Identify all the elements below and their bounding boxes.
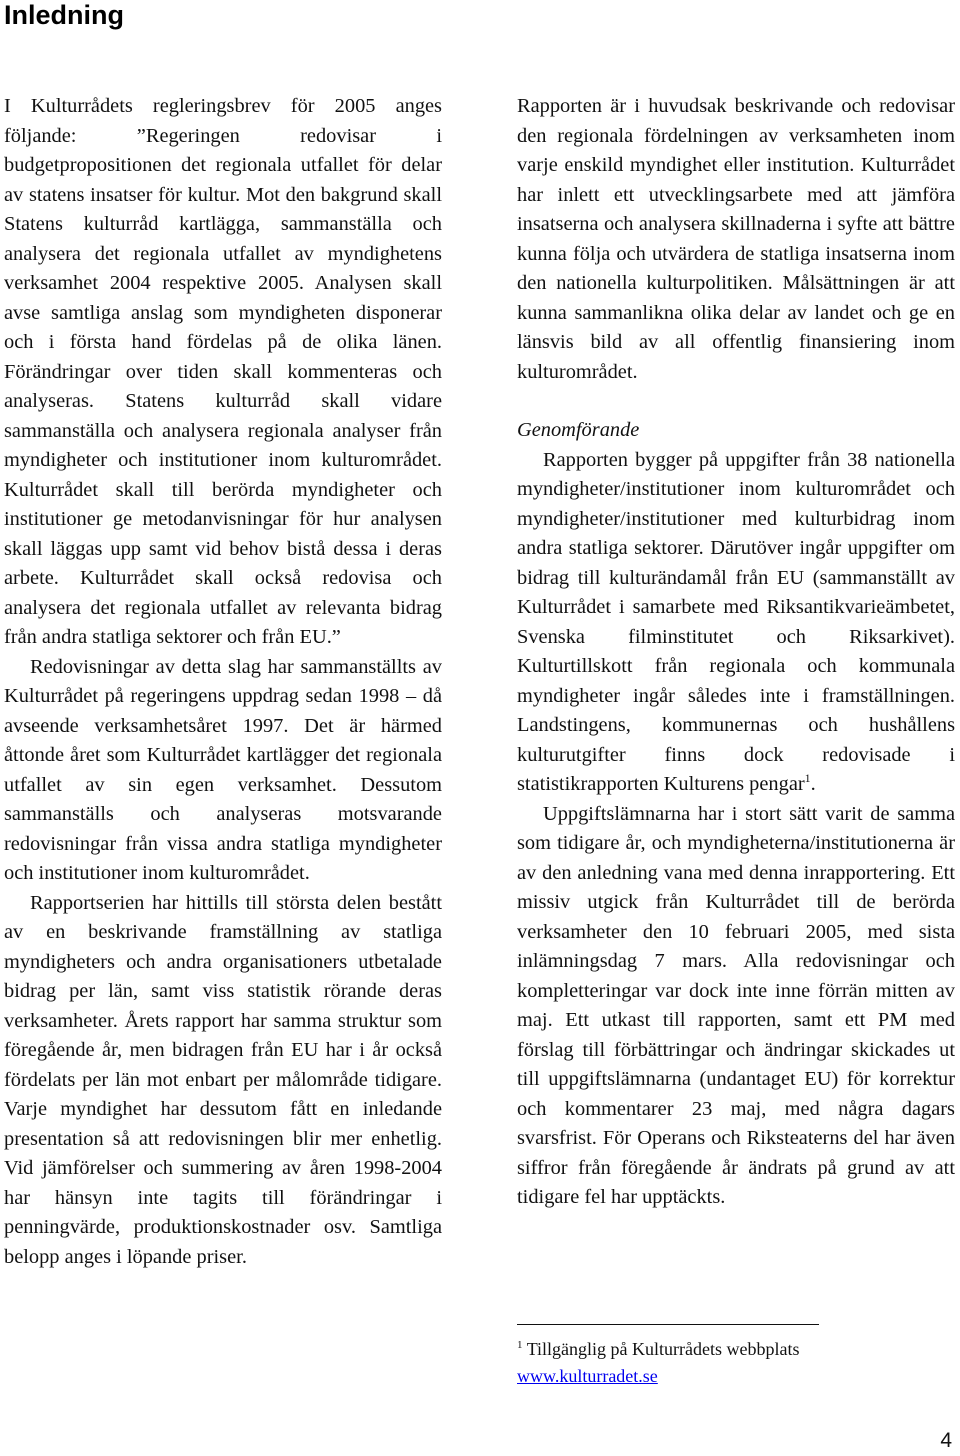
page-heading: Inledning [4, 0, 124, 30]
right-paragraph-2 [517, 446, 955, 800]
footnote-reference[interactable]: 1 [804, 771, 811, 786]
right-column [517, 92, 955, 1213]
page-number: 4 [940, 1429, 952, 1452]
left-paragraph-1: I Kulturrådets regleringsbrev för 2005 anges följande: ”Regeringen redovisar i budgetpropositionen det regionala utfallet för delar av statens insatser för kultur. Mot den bakgrund skall Statens kulturråd kartlägga, sammanställa och analysera det regionala utfallet av myndighetens verksamhet 2004 respektive 2005. Analysen skall avse samtliga anslag som myndigheten disponerar och i första hand fördelas på de olika länen. Förändringar over tiden skall kommenteras och analyseras. Statens kulturråd skall vidare sammanställa och analysera regionala analyser från myndigheter och institutioner inom kulturområdet. Kulturrådet skall till berörda myndigheter och institutioner ge metodanvisningar för hur analysen skall läggas upp samt vid behov bistå dessa i deras arbete. Kulturrådet skall också redovisa och analysera det regionala utfallet av relevanta bidrag från andra statliga sektorer och från EU.” [4, 95, 442, 648]
left-paragraph-3: Rapportserien har hittills till största delen bestått av en beskrivande framställning av statliga myndigheters och andra organisationers utbetalade bidrag per län, samt viss statistik rörande deras verksamheter. Årets rapport har samma struktur som föregående år, men bidragen från EU har i år också fördelats per län mot enbart per målområde tidigare. Varje myndighet har dessutom fått en inledande presentation så att redovisningen blir mer enhetlig. Vid jämförelser och summering av åren 1998-2004 har hänsyn inte tagits till förändringar i penningvärde, produktionskostnader osv. Samtliga belopp anges i löpande priser. [4, 891, 442, 1268]
footnote-divider [517, 1324, 819, 1325]
footnote-text: Tillgänglig på Kulturrådets webbplats [526, 1339, 800, 1359]
right-paragraph-2-end: . [810, 773, 816, 795]
left-column [4, 92, 442, 1272]
right-paragraph-2-text: Rapporten bygger på uppgifter från 38 nationella myndigheter/institutioner inom kulturområdet och myndigheter/institutioner med kulturbidrag inom andra statliga sektorer. Därutöver ingår uppgifter om bidrag till kulturändamål från EU (sammanställt av Kulturrådet i samarbete med Riksantikvarieämbetet, Svenska filminstitutet och Riksarkivet). Kulturtillskott från regionala och kommunala myndigheter ingår således inte i framställningen. Landstingens, kommunernas och hushållens kulturutgifter finns dock redovisade i statistikrapporten Kulturens pengar [517, 448, 955, 795]
footnote-website-link[interactable]: www.kulturradet.se [517, 1366, 658, 1386]
footnote-line [517, 1336, 947, 1363]
right-paragraph-1: Rapporten är i huvudsak beskrivande och redovisar den regionala fördelningen av verksamheten inom varje enskild myndighet eller institution. Kulturrådet har inlett ett utvecklingsarbete med att jämföra insatserna och analysera skillnaderna i syfte att bättre kunna följa och utvärdera de statliga insatserna inom den nationella kulturpolitiken. Målsättningen är att kunna sammanlikna olika delar av landet och ge en länsvis bild av all offentlig finansiering inom kulturområdet. [517, 95, 955, 383]
section-subheading: Genomförande [517, 419, 640, 441]
footnote-number: 1 [517, 1339, 523, 1351]
left-paragraph-2: Redovisningar av detta slag har sammanställts av Kulturrådet på regeringens uppdrag sedan 1998 – då avseende verksamhetsåret 1997. Det är härmed åttonde året som Kulturrådet kartlägger det regionala utfallet av sin egen verksamhet. Dessutom sammanställs och analyseras motsvarande redovisningar från vissa andra statliga myndigheter och institutioner inom kulturområdet. [4, 655, 442, 884]
footnote [517, 1336, 947, 1390]
right-paragraph-3: Uppgiftslämnarna har i stort sätt varit de samma som tidigare år, och myndigheterna/institutionerna är av den anledning vana med denna inrapportering. Ett missiv utgick från Kulturrådet till de berörda verksamheter den 10 februari 2005, med sista inlämningsdag 7 mars. Alla redovisningar och kompletteringar var dock inte inne förrän mitten av maj. Ett utkast till rapporten, samt ett PM med förslag till förbättringar och ändringar skickades ut till uppgiftslämnarna (undantaget EU) för korrektur och kommentarer 23 maj, med några dagars svarsfrist. För Operans och Riksteaterns del har även siffror från föregående år ändrats på grund av att tidigare fel har upptäckts. [517, 802, 955, 1208]
